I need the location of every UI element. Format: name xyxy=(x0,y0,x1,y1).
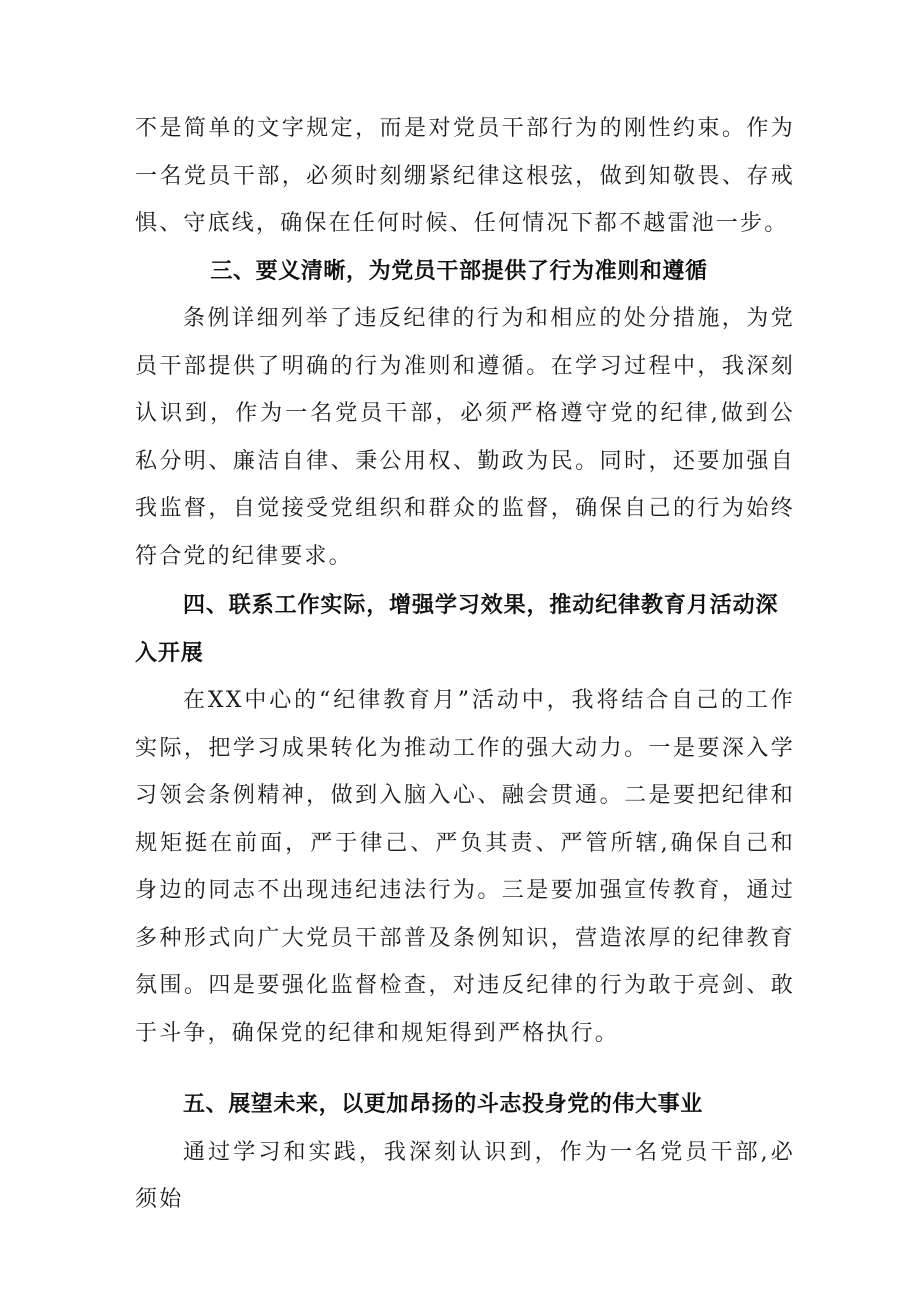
section-heading-four: 四、联系工作实际，增强学习效果，推动纪律教育月活动深入开展 xyxy=(135,593,779,666)
paragraph-work-practice: 在XX中心的“纪律教育月”活动中，我将结合自己的工作实际，把学习成果转化为推动工作的强大动力。一是要深入学习领会条例精神，做到入脑入心、融会贯通。二是要把纪律和规矩挺在前面，严于律己、严负其责、严管所辖,确保自己和身边的同志不出现违纪违法行为。三是要加强宣传教育，通过多种形式向广大党员干部普及条例知识，营造浓厚的纪律教育氛围。四是要强化监督检查，对违反纪律的行为敢于亮剑、敢于斗争，确保党的纪律和规矩得到严格执行。 xyxy=(135,688,795,1046)
paragraph-discipline-constraint: 不是简单的文字规定，而是对党员干部行为的刚性约束。作为一名党员干部，必须时刻绷紧纪律这根弦，做到知敬畏、存戒惧、守底线，确保在任何时候、任何情况下都不越雷池一步。 xyxy=(135,116,795,236)
section-heading-three: 三、要义清晰，为党员干部提供了行为准则和遵循 xyxy=(210,258,708,284)
paragraph-code-of-conduct: 条例详细列举了违反纪律的行为和相应的处分措施，为党员干部提供了明确的行为准则和遵循。在学习过程中，我深刻认识到，作为一名党员干部，必须严格遵守党的纪律,做到公私分明、廉洁自律、秉公用权、勤政为民。同时，还要加强自我监督，自觉接受党组织和群众的监督，确保自己的行为始终符合党的纪律要求。 xyxy=(135,306,795,569)
paragraph-future-outlook: 通过学习和实践，我深刻认识到，作为一名党员干部,必须始 xyxy=(135,1139,795,1212)
section-heading-five: 五、展望未来，以更加昂扬的斗志投身党的伟大事业 xyxy=(183,1092,703,1117)
document-body xyxy=(135,105,795,1224)
